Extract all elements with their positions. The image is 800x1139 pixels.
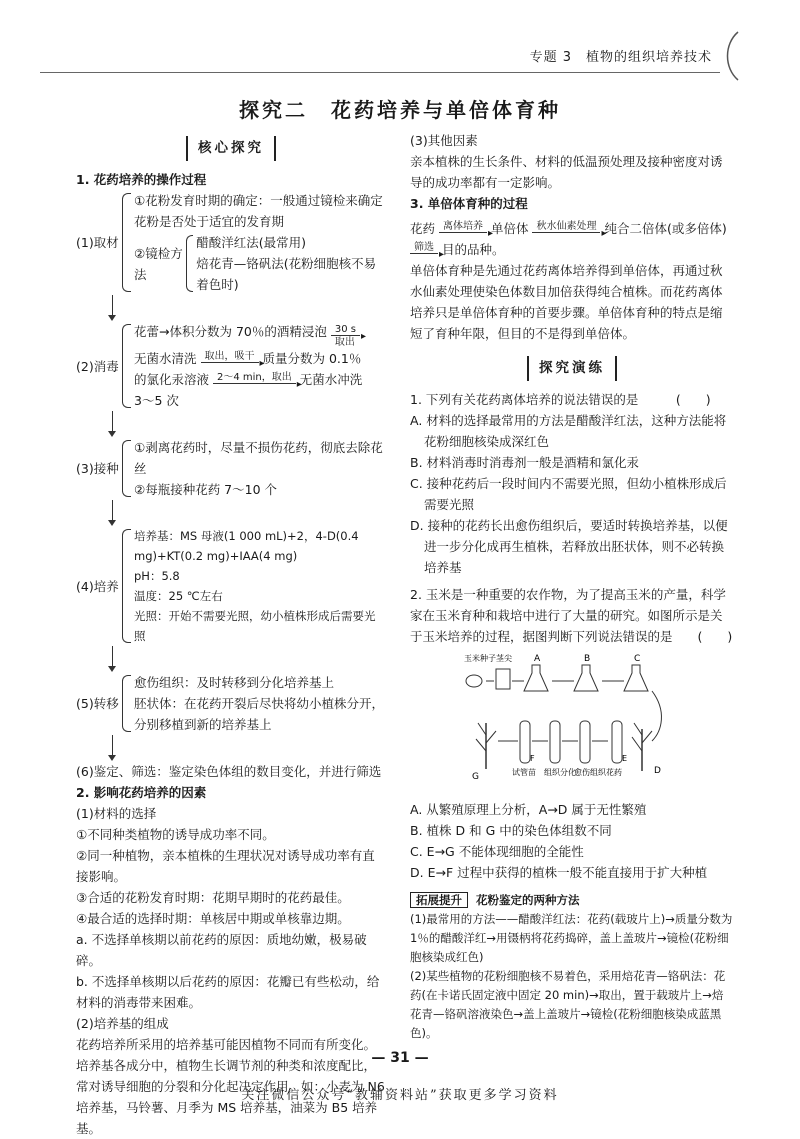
fig-label-seed: 玉米种子	[464, 654, 496, 663]
qucai-item-2-label: ②镜检方法	[134, 245, 183, 282]
factor-2-text: 花药培养所采用的培养基可能因植物不同而有所变化。培养基各成分中，植物生长调节剂的种类和浓度配比，常对诱导细胞的分裂和分化起决定作用。如：小麦为 N6 培养基，马铃薯、月季为 MS 培养基，油菜为 B5 培养基。	[76, 1037, 385, 1136]
factor-1-a: a. 不选择单核期以前花药的原因：质地幼嫩，极易破碎。	[76, 932, 367, 968]
factor-1-1: ①不同种类植物的诱导成功率不同。	[76, 827, 275, 842]
flow-stage-qucai	[76, 190, 386, 295]
peiyang-medium: 培养基：MS 母液(1 000 mL)+2，4-D(0.4 mg)+KT(0.2 mg)+IAA(4 mg)	[134, 529, 359, 563]
fig-label-d: D	[654, 766, 661, 776]
factor-1-title: (1)材料的选择	[76, 806, 157, 821]
down-arrow	[112, 411, 386, 437]
haploid-process-2	[410, 239, 734, 260]
heading-2: 2. 影响花药培养的因素	[76, 785, 207, 800]
flow-stage-jiezhong	[76, 437, 386, 500]
question-1: 1. 下列有关花药离体培养的说法错误的是 ( )	[410, 392, 711, 407]
flask-a	[524, 665, 548, 691]
seed-shape	[466, 675, 482, 687]
brace	[122, 193, 131, 292]
proc-diploid: 纯合二倍体(或多倍体)	[604, 221, 727, 236]
section-label-core: 核心探究	[76, 136, 386, 161]
fig-label-tip: 茎尖	[496, 654, 512, 663]
right-column	[410, 130, 734, 1043]
brace	[122, 675, 131, 732]
section-label-practice: 探究演练	[410, 356, 734, 381]
q2-option-b: B. 植株 D 和 G 中的染色体组数不同	[410, 823, 612, 838]
fig-label-g: G	[472, 772, 479, 782]
tube-callus	[580, 721, 590, 763]
stage-label: (4)培养	[76, 578, 119, 594]
stage-label: (2)消毒	[76, 358, 119, 374]
fig-label-b: B	[584, 654, 591, 664]
flask-c	[624, 665, 648, 691]
page-title: 探究二 花药培养与单倍体育种	[239, 98, 561, 122]
xiaodu-step-3b: 无菌水冲洗	[299, 372, 363, 387]
xiaodu-step-3: 的氯化汞溶液	[134, 372, 210, 387]
down-arrow	[112, 500, 386, 526]
down-arrow	[112, 646, 386, 672]
fig-curve-arrow	[652, 691, 661, 741]
fig-label-callus: 愈伤组织	[574, 768, 606, 777]
arrow-dry: 取出，吸干 ▸	[201, 351, 259, 363]
proc-haploid: 单倍体	[490, 221, 529, 236]
extension-item-2: (2)某些植物的花粉细胞核不易着色，采用焙花青—铬矾法：花药(在卡诺氏固定液中固定 20 min)→取出，置于载玻片上→焙花青—铬矾溶液染色→盖上盖玻片→镜检(花粉细胞核染成蓝黑色)。	[410, 969, 726, 1040]
flask-b	[574, 665, 598, 691]
left-column	[76, 130, 386, 1139]
q2-option-c: C. E→G 不能体现细胞的全能性	[410, 844, 584, 859]
fig-label-a: A	[534, 654, 541, 664]
factor-2-title: (2)培养基的组成	[76, 1016, 169, 1031]
brace	[186, 235, 193, 292]
q1-option-c: C. 接种花药后一段时间内不需要光照，但幼小植株形成后需要光照	[410, 476, 727, 512]
peiyang-ph: pH：5.8	[134, 569, 180, 583]
arrow-30s: 30 s 取出 ▸	[331, 324, 360, 336]
flow-stage-zhuanyi	[76, 672, 386, 735]
header-curve-ornament	[720, 30, 746, 82]
fig-label-c: C	[634, 654, 641, 664]
factor-1-3: ③合适的花粉发育时期：花期早期时的花药最佳。	[76, 890, 350, 905]
tube-e	[612, 721, 622, 763]
extension-box	[410, 891, 734, 1043]
peiyang-temp: 温度：25 ℃左右	[134, 589, 223, 603]
extension-heading	[410, 891, 734, 910]
heading-3: 3. 单倍体育种的过程	[410, 196, 528, 211]
corn-culture-diagram	[462, 651, 682, 791]
down-arrow	[112, 295, 386, 321]
factor-1-b: b. 不选择单核期以后花药的原因：花瓣已有些松动，给材料的消毒带来困难。	[76, 974, 380, 1010]
xiaodu-step-4: 3～5 次	[134, 393, 179, 408]
factor-1-2: ②同一种植物，亲本植株的生理状况对诱导成功率有直接影响。	[76, 848, 375, 884]
fig-label-f: F	[530, 754, 535, 763]
xiaodu-step-2b: 质量分数为 0.1％	[262, 351, 362, 366]
tube-f	[520, 721, 530, 763]
fig-label-diff: 组织分化	[544, 768, 576, 777]
corn-culture-figure	[462, 651, 682, 791]
extension-title: 花粉鉴定的两种方法	[476, 893, 580, 907]
stage-label: (1)取材	[76, 235, 119, 250]
zhuanyi-item-2: 胚状体：在花药开裂后尽快将幼小植株分开，分别移植到新的培养基上	[134, 696, 385, 732]
heading-1: 1. 花药培养的操作过程	[76, 172, 207, 187]
jianding-step: (6)鉴定、筛选：鉴定染色体组的数目变化，并进行筛选	[76, 764, 382, 779]
stage-label: (5)转移	[76, 696, 119, 711]
footer-note: 关注微信公众号“教辅资料站”获取更多学习资料	[241, 1088, 559, 1103]
jiezhong-item-1: ①剥离花药时，尽量不损伤花药，彻底去除花丝	[134, 440, 383, 476]
arrow-min: 2～4 min，取出 ▸	[213, 372, 296, 384]
flow-stage-xiaodu	[76, 321, 386, 411]
arrow-culture: 离体培养 ▸	[439, 221, 487, 233]
extension-tag: 拓展提升	[410, 892, 468, 908]
q2-option-a: A. 从繁殖原理上分析，A→D 属于无性繁殖	[410, 802, 647, 817]
haploid-process	[410, 218, 734, 239]
q1-option-b: B. 材料消毒时消毒剂一般是酒精和氯化汞	[410, 455, 640, 470]
arrow-colchicine: 秋水仙素处理 ▸	[532, 221, 600, 233]
flow-stage-peiyang	[76, 526, 386, 646]
arrow-screen: 筛选 ▸	[410, 242, 438, 254]
xiaodu-step-2: 无菌水清洗	[134, 351, 197, 366]
header-rule	[40, 72, 720, 73]
factor-3-title: (3)其他因素	[410, 133, 478, 148]
fig-label-tube: 试管苗	[512, 768, 536, 777]
q1-option-a: A. 材料的选择最常用的方法是醋酸洋红法，这种方法能将花粉细胞核染成深红色	[410, 413, 727, 449]
brace	[122, 440, 131, 497]
fig-label-anther: 花药	[606, 768, 622, 777]
q2-option-d: D. E→F 过程中获得的植株一般不能直接用于扩大种植	[410, 865, 708, 880]
qucai-item-2b: 焙花青—铬矾法(花粉细胞核不易着色时)	[196, 256, 377, 292]
peiyang-light: 光照：开始不需要光照，幼小植株形成后需要光照	[134, 609, 376, 643]
running-header: 专题 3 植物的组织培养技术	[529, 50, 712, 65]
jiezhong-item-2: ②每瓶接种花药 7～10 个	[134, 482, 278, 497]
tip-dish	[496, 669, 510, 689]
factor-3-text: 亲本植株的生长条件、材料的低温预处理及接种密度对诱导的成功率都有一定影响。	[410, 154, 723, 190]
question-2: 2. 玉米是一种重要的农作物，为了提高玉米的产量，科学家在玉米育种和栽培中进行了大量的研究。如图所示是关于玉米培养的过程，据图判断下列说法错误的是 ( )	[410, 587, 733, 644]
q1-option-d: D. 接种的花药长出愈伤组织后，要适时转换培养基，以便进一步分化成再生植株，若释放出胚状体，则不必转换培养基	[410, 518, 728, 575]
haploid-explanation: 单倍体育种是先通过花药离体培养得到单倍体，再通过秋水仙素处理使染色体数目加倍获得纯合植株。而花药离体培养只是单倍体育种的首要步骤。单倍体育种的特点是缩短了育种年限，但目的不是得到单倍体。	[410, 263, 723, 341]
proc-target: 目的品种。	[441, 242, 505, 257]
page-number: — 31 —	[371, 1050, 429, 1066]
brace	[122, 529, 131, 643]
tube-diff	[550, 721, 560, 763]
xiaodu-step-1: 花蕾→体积分数为 70％的酒精浸泡	[134, 324, 327, 339]
proc-anther: 花药	[410, 221, 436, 236]
anther-culture-flow	[76, 190, 386, 761]
qucai-item-1: ①花粉发育时期的确定：一般通过镜检来确定花粉是否处于适宜的发育期	[134, 193, 383, 229]
qucai-item-2a: 醋酸洋红法(最常用)	[196, 235, 307, 250]
fig-label-e: E	[622, 754, 628, 763]
zhuanyi-item-1: 愈伤组织：及时转移到分化培养基上	[134, 675, 335, 690]
brace	[122, 324, 131, 408]
factor-1-4: ④最合适的选择时期：单核居中期或单核靠边期。	[76, 911, 350, 926]
extension-item-1: (1)最常用的方法——醋酸洋红法：花药(载玻片上)→质量分数为 1％的醋酸洋红→用镊柄将花药捣碎，盖上盖玻片→镜检(花粉细胞核染成红色)	[410, 912, 733, 964]
stage-label: (3)接种	[76, 461, 119, 476]
down-arrow	[112, 735, 386, 761]
